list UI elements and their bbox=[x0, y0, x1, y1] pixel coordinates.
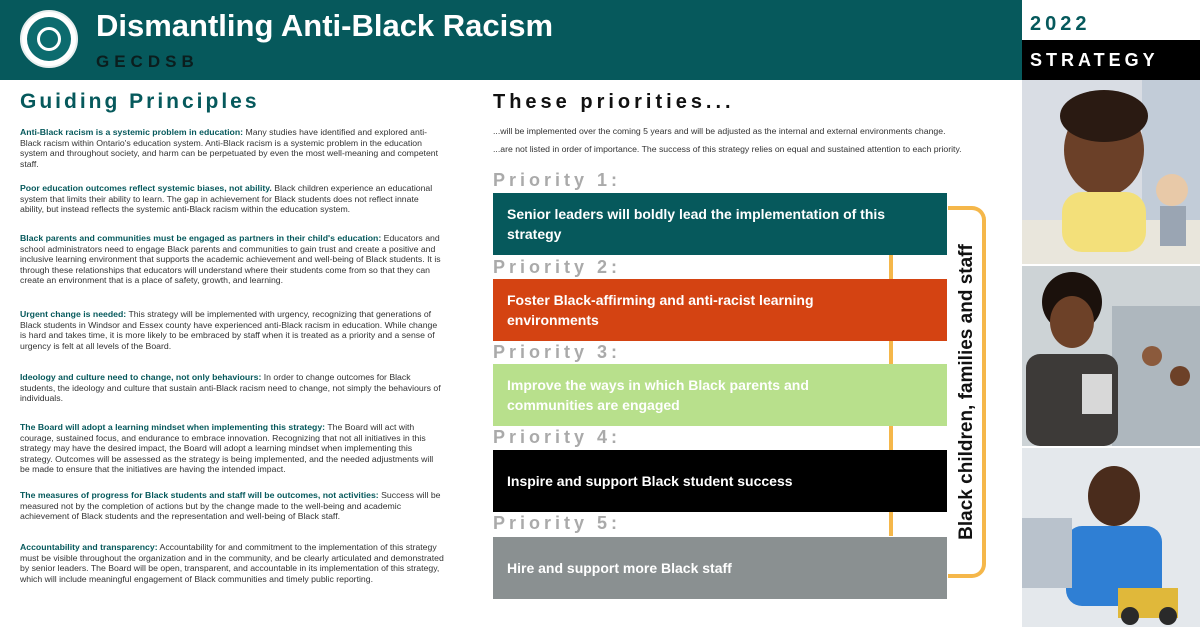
priority-box-5: Hire and support more Black staff bbox=[493, 537, 947, 599]
principle-4: Urgent change is needed: This strategy will be implemented with urgency, recognizing that generations of Black students in Windsor and Essex county have experienced anti-Black racism in education. While change is hard and takes time, it is more likely to be embraced by staff when it is treated as a priority and a sense of urgency is felt at all levels of the Board. bbox=[20, 309, 438, 351]
student-photo-2 bbox=[1022, 448, 1200, 627]
principle-5: Ideology and culture need to change, not only behaviours: In order to change outcomes for Black students, the ideology and culture that sustain anti-Black racism need to change, not simply the behaviours of individuals. bbox=[20, 372, 441, 404]
org-name: GECDSB bbox=[96, 52, 199, 71]
principle-8: Accountability and transparency: Accountability for and commitment to the implementation of this strategy must be visible throughout the organization and in the community, and be clearly articulated and demonstrated by senior leaders. The Board will be open, transparent, and accountable in its implementation of this strategy, which will include meaningful engagement of Black communities and timely public reporting. bbox=[20, 542, 444, 584]
principle-3: Black parents and communities must be engaged as partners in their child's education: Educators and school administrators need to engage Black parents and communities to gain trust and create a positive and inclusive learning environment that supports the academic achievement and well-being of Black students. It is through these relationships that educators will understand where their students come from so that they can create an environment that is a place of safety, growth, and learning. bbox=[20, 233, 441, 286]
priorities-note-2: ...are not listed in order of importance. The success of this strategy relies on equal and sustained attention to each priority. bbox=[493, 144, 962, 154]
side-label: Black children, families and staff bbox=[956, 244, 977, 540]
page-title: Dismantling Anti-Black Racism bbox=[96, 8, 554, 43]
priorities-note-1: ...will be implemented over the coming 5 years and will be adjusted as the internal and external environments change. bbox=[493, 126, 946, 136]
principle-1: Anti-Black racism is a systemic problem in education: Many studies have identified and explored anti-Black racism within Ontario's education system. Anti-Black racism is a systemic problem in the education system and throughout society, and harm can be perpetuated by even the most well-meaning and competent staff. bbox=[20, 127, 439, 169]
principle-7: The measures of progress for Black students and staff will be outcomes, not activities: Success will be measured not by the completion of actions but by the change made to the well-being and academic achievement of Black students and the representation and well-being of Black staff. bbox=[20, 490, 441, 522]
principle-2: Poor education outcomes reflect systemic biases, not ability. Black children experience an educational system that limits their ability to learn. The gap in achievement for Black students does not reflect innate ability, but instead reflects the systemic anti-Black racism within the education system. bbox=[20, 183, 433, 215]
student-photo-1 bbox=[1022, 80, 1200, 264]
teacher-photo bbox=[1022, 266, 1200, 446]
priority-box-3: Improve the ways in which Black parents and communities are engaged bbox=[493, 364, 947, 426]
priority-label-4: Priority 4: bbox=[493, 427, 622, 447]
board-logo-icon bbox=[20, 10, 78, 68]
strategy-label: STRATEGY bbox=[1022, 40, 1200, 80]
priority-label-5: Priority 5: bbox=[493, 513, 622, 533]
priority-box-4: Inspire and support Black student success bbox=[493, 450, 947, 512]
year-label: 2022 bbox=[1022, 0, 1200, 42]
guiding-principles-title: Guiding Principles bbox=[20, 90, 260, 113]
priority-box-1: Senior leaders will boldly lead the implementation of this strategy bbox=[493, 193, 947, 255]
principle-6: The Board will adopt a learning mindset when implementing this strategy: The Board will act with courage, sustained focus, and endurance to embrace innovation. Recognizing that not all initiatives in this strategy may have the desired impact, the Board will adopt a learning mindset when implementing this strategy. Outcomes will be assessed as the strategy is being implemented, and the needed adjustments will be made to ensure that the initiatives are having the intended impact. bbox=[20, 422, 434, 475]
priority-label-1: Priority 1: bbox=[493, 170, 622, 190]
priorities-title: These priorities... bbox=[493, 91, 735, 113]
header-bar bbox=[0, 0, 1022, 80]
priority-box-2: Foster Black-affirming and anti-racist learning environments bbox=[493, 279, 947, 341]
priority-label-2: Priority 2: bbox=[493, 257, 622, 277]
priority-label-3: Priority 3: bbox=[493, 342, 622, 362]
